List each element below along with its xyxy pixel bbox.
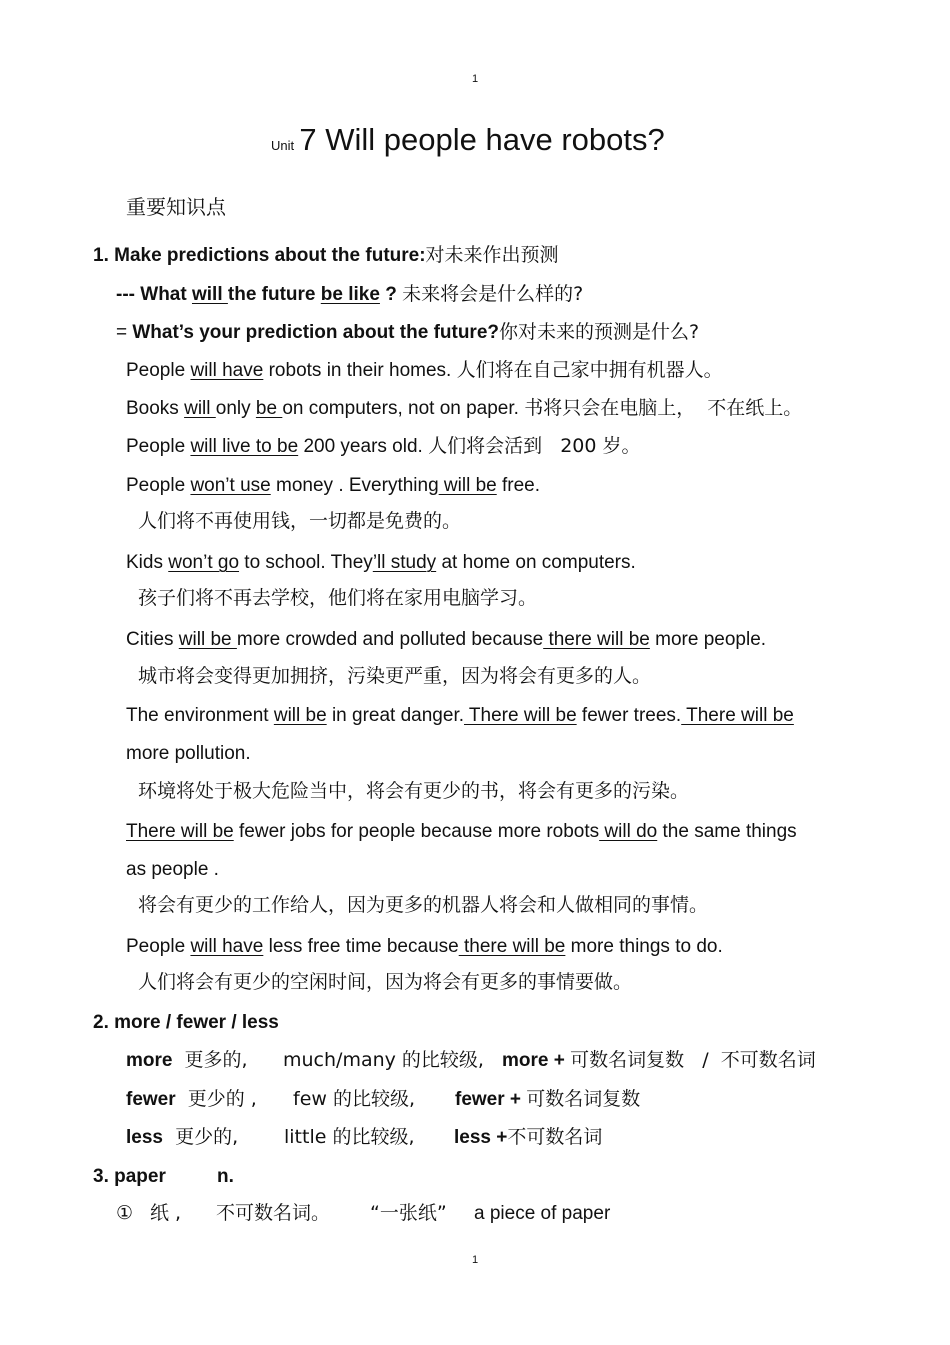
text: People bbox=[126, 360, 191, 381]
text: People bbox=[126, 936, 191, 957]
underlined-text: will bbox=[191, 284, 228, 305]
sentence-8-continued: as people . bbox=[126, 859, 219, 880]
point1-heading bbox=[93, 246, 559, 265]
fewer-comparative: few 的比较级, bbox=[293, 1088, 415, 1110]
meaning: 更少的 , bbox=[175, 1088, 257, 1110]
underlined-text: won’t use bbox=[190, 475, 271, 496]
text: People bbox=[126, 436, 191, 457]
text: Books bbox=[126, 398, 185, 419]
point3-item-marker: ① bbox=[116, 1202, 134, 1224]
translation: 人们将在自己家中拥有机器人。 bbox=[456, 359, 723, 381]
keyword: fewer + bbox=[455, 1089, 522, 1110]
sentence-6 bbox=[126, 630, 766, 649]
more-line bbox=[126, 1051, 248, 1070]
more-usage bbox=[502, 1051, 816, 1070]
less-line bbox=[126, 1128, 238, 1147]
keyword: more bbox=[126, 1050, 173, 1071]
text: more people. bbox=[649, 629, 767, 650]
text: only bbox=[215, 398, 256, 419]
underlined-text: will be bbox=[273, 705, 327, 726]
translation: 人们将会活到 200 岁。 bbox=[428, 435, 641, 457]
text: on computers, not on paper. bbox=[282, 398, 525, 419]
text: to school. They bbox=[239, 552, 373, 573]
underlined-text: there will be bbox=[458, 936, 566, 957]
sentence-4 bbox=[126, 476, 540, 495]
sentence-3 bbox=[126, 437, 641, 456]
text: ? bbox=[379, 284, 403, 305]
sentence-7-continued: more pollution. bbox=[126, 743, 251, 764]
page-number-bottom: 1 bbox=[472, 1254, 479, 1266]
underlined-text: will be bbox=[178, 629, 237, 650]
sentence-1 bbox=[126, 361, 723, 380]
sentence-4-translation: 人们将不再使用钱，一切都是免费的。 bbox=[138, 510, 462, 532]
text: Cities bbox=[126, 629, 179, 650]
text: more crowded and polluted because bbox=[236, 629, 544, 650]
keyword: less bbox=[126, 1127, 163, 1148]
underlined-text: There will be bbox=[464, 705, 577, 726]
meaning: 更多的, bbox=[172, 1049, 248, 1071]
text: --- What bbox=[116, 284, 192, 305]
title-prefix: Unit bbox=[271, 138, 295, 153]
point3-item-meaning: 纸 , bbox=[150, 1202, 182, 1224]
text: fewer trees. bbox=[576, 705, 682, 726]
keyword: less + bbox=[454, 1127, 508, 1148]
usage-text: 不可数名词 bbox=[507, 1126, 603, 1148]
underlined-text: There will be bbox=[126, 821, 234, 842]
sentence-5 bbox=[126, 553, 636, 572]
sentence-7-translation: 环境将处于极大危险当中，将会有更少的书，将会有更多的污染。 bbox=[138, 780, 690, 802]
meaning: 更少的, bbox=[162, 1126, 239, 1148]
underlined-text: be like bbox=[320, 284, 380, 305]
text: What’s your prediction about the future? bbox=[132, 322, 499, 343]
underlined-text: will have bbox=[190, 360, 264, 381]
text: = bbox=[116, 322, 133, 343]
page-title bbox=[271, 124, 665, 155]
underlined-text: will do bbox=[599, 821, 658, 842]
text: less free time because bbox=[263, 936, 459, 957]
title-main: 7 Will people have robots? bbox=[299, 122, 665, 157]
sentence-2 bbox=[126, 399, 802, 418]
point2-heading: 2. more / fewer / less bbox=[93, 1012, 279, 1033]
point3-item-english: a piece of paper bbox=[474, 1203, 611, 1224]
text: money . Everything bbox=[270, 475, 439, 496]
sentence-8 bbox=[126, 822, 797, 841]
section-heading: 重要知识点 bbox=[126, 195, 226, 219]
underlined-text: will be bbox=[438, 475, 497, 496]
text: the future bbox=[227, 284, 321, 305]
sentence-9 bbox=[126, 937, 723, 956]
text: Kids bbox=[126, 552, 169, 573]
text: fewer jobs for people because more robots bbox=[233, 821, 600, 842]
underlined-text: will live to be bbox=[190, 436, 299, 457]
translation: 未来将会是什么样的? bbox=[402, 283, 584, 305]
fewer-line bbox=[126, 1090, 257, 1109]
text: The environment bbox=[126, 705, 274, 726]
text: in great danger. bbox=[326, 705, 464, 726]
underlined-text: be bbox=[255, 398, 283, 419]
question-line-1 bbox=[116, 285, 583, 304]
text: free. bbox=[496, 475, 541, 496]
point3-heading: 3. paper bbox=[93, 1166, 166, 1187]
keyword: fewer bbox=[126, 1089, 176, 1110]
usage-text: 可数名词复数 bbox=[526, 1088, 641, 1110]
text: robots in their homes. bbox=[263, 360, 457, 381]
sentence-9-translation: 人们将会有更少的空闲时间，因为将会有更多的事情要做。 bbox=[138, 971, 633, 993]
underlined-text: ’ll study bbox=[372, 552, 437, 573]
usage-text: 可数名词复数 / 不可数名词 bbox=[570, 1049, 816, 1071]
text: the same things bbox=[657, 821, 797, 842]
point3-part-of-speech: n. bbox=[217, 1166, 234, 1187]
point1-heading-en: 1. Make predictions about the future: bbox=[93, 245, 426, 266]
point1-heading-zh: 对未来作出预测 bbox=[425, 244, 559, 266]
translation: 你对未来的预测是什么? bbox=[499, 321, 700, 343]
question-line-2 bbox=[116, 323, 699, 342]
fewer-usage bbox=[455, 1090, 640, 1109]
text: at home on computers. bbox=[436, 552, 636, 573]
sentence-7 bbox=[126, 706, 794, 725]
underlined-text: will have bbox=[190, 936, 264, 957]
underlined-text: There will be bbox=[681, 705, 794, 726]
underlined-text: there will be bbox=[543, 629, 650, 650]
sentence-8-translation: 将会有更少的工作给人，因为更多的机器人将会和人做相同的事情。 bbox=[138, 894, 709, 916]
point3-item-quote: “一张纸” bbox=[370, 1202, 447, 1224]
text: People bbox=[126, 475, 191, 496]
text: 200 years old. bbox=[298, 436, 429, 457]
more-comparative: much/many 的比较级, bbox=[283, 1049, 484, 1071]
less-comparative: little 的比较级, bbox=[284, 1126, 415, 1148]
underlined-text: won’t go bbox=[168, 552, 240, 573]
sentence-6-translation: 城市将会变得更加拥挤，污染更严重，因为将会有更多的人。 bbox=[138, 665, 652, 687]
page-number-top: 1 bbox=[472, 73, 479, 85]
sentence-5-translation: 孩子们将不再去学校，他们将在家用电脑学习。 bbox=[138, 587, 538, 609]
point3-item-grammar: 不可数名词。 bbox=[216, 1202, 331, 1224]
keyword: more + bbox=[502, 1050, 565, 1071]
text: more things to do. bbox=[565, 936, 723, 957]
underlined-text: will bbox=[184, 398, 216, 419]
translation: 书将只会在电脑上， 不在纸上。 bbox=[524, 397, 803, 419]
less-usage bbox=[454, 1128, 602, 1147]
